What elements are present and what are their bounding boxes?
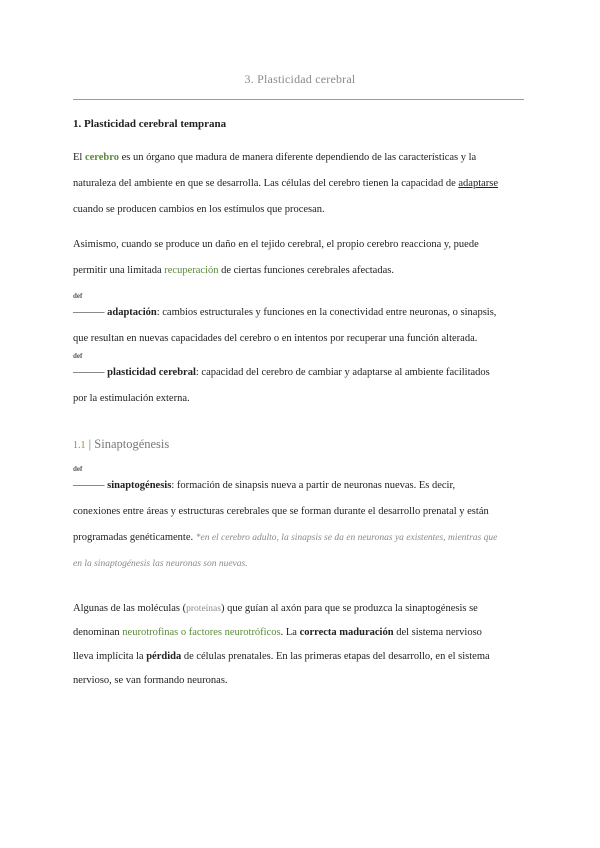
- definition-line: [73, 525, 533, 551]
- subsection-heading: [73, 437, 533, 452]
- subsection-title: [73, 437, 533, 452]
- def-tag: def: [73, 292, 83, 300]
- paragraph-line: [73, 645, 533, 669]
- definition-line: [73, 473, 533, 499]
- paragraph-cerebro: [73, 145, 533, 223]
- paragraph-moleculas: [73, 597, 533, 693]
- term-adaptarse: adaptarse: [458, 178, 499, 189]
- paragraph-line: Asimismo, cuando se produce un daño en el tejido cerebral, el propio cerebro reacciona y, puede: [73, 239, 479, 250]
- subsection-number: 1.1: [73, 440, 86, 451]
- text: de células prenatales. En las primeras etapas del desarrollo, en el sistema: [181, 651, 490, 662]
- text: programadas genéticamente.: [73, 532, 196, 543]
- def-tag: def: [73, 352, 83, 360]
- paragraph-line: [73, 171, 533, 197]
- definition-line: [73, 300, 533, 326]
- text: naturaleza del ambiente en que se desarrolla. Las células del cerebro tienen la capacidad de: [73, 178, 459, 189]
- text: . La: [280, 627, 300, 638]
- paragraph-line: [73, 621, 533, 645]
- subsection-label: Sinaptogénesis: [94, 437, 170, 451]
- text: denominan: [73, 627, 123, 638]
- subsection-separator: |: [85, 437, 95, 451]
- note-italic: *en el cerebro adulto, la sinapsis se da en neuronas ya existentes, mientras que: [195, 533, 498, 543]
- def-dash: ———: [73, 480, 108, 491]
- definition-plasticidad: [73, 352, 533, 412]
- paragraph-line: [73, 145, 533, 171]
- text: lleva implícita la: [73, 651, 147, 662]
- def-tag: def: [73, 465, 83, 473]
- text: : formación de sinapsis nueva a partir de neuronas nuevas. Es decir,: [171, 480, 456, 491]
- text: Algunas de las moléculas (: [73, 603, 187, 614]
- text: es un órgano que madura de manera diferente dependiendo de las características y la: [118, 152, 477, 163]
- header-divider: [73, 99, 524, 100]
- definition-sinaptogenesis: [73, 465, 533, 577]
- def-term: adaptación: [107, 307, 157, 318]
- text: permitir una limitada: [73, 265, 165, 276]
- definition-line: [73, 360, 533, 386]
- term-recuperacion: recuperación: [164, 265, 219, 276]
- text: El: [73, 152, 85, 163]
- paragraph-dano: [73, 232, 533, 284]
- definition-adaptacion: [73, 292, 533, 352]
- paragraph-line: [73, 258, 533, 284]
- text: de ciertas funciones cerebrales afectadas.: [218, 265, 394, 276]
- definition-line: por la estimulación externa.: [73, 393, 190, 404]
- text: : cambios estructurales y funciones en la conectividad entre neuronas, o sinapsis,: [156, 307, 497, 318]
- def-term: sinaptogénesis: [107, 480, 172, 491]
- paragraph-line: [73, 597, 533, 621]
- def-term: plasticidad cerebral: [107, 367, 196, 378]
- text: del sistema nervioso: [393, 627, 482, 638]
- definition-line: conexiones entre áreas y estructuras cerebrales que se forman durante el desarrollo prenatal y están: [73, 506, 489, 517]
- note-italic-line: en la sinaptogénesis las neuronas son nuevas.: [73, 559, 248, 569]
- term-perdida: pérdida: [146, 651, 182, 662]
- definition-line: que resultan en nuevas capacidades del cerebro o en intentos por recuperar una función alterada.: [73, 333, 478, 344]
- term-proteinas: proteínas: [186, 604, 221, 614]
- term-correcta-maduracion: correcta maduración: [299, 627, 394, 638]
- def-dash: ———: [73, 307, 108, 318]
- def-dash: ———: [73, 367, 108, 378]
- term-cerebro: cerebro: [84, 152, 119, 163]
- text: ) que guían al axón para que se produzca la sinaptogénesis se: [220, 603, 478, 614]
- term-neurotrofinas: neurotrofinas o factores neurotróficos: [122, 627, 281, 638]
- page-header-title: 3. Plasticidad cerebral: [244, 72, 356, 86]
- paragraph-line: cuando se producen cambios en los estímulos que procesan.: [73, 204, 325, 215]
- paragraph-line: nervioso, se van formando neuronas.: [73, 675, 228, 686]
- text: : capacidad del cerebro de cambiar y adaptarse al ambiente facilitados: [195, 367, 490, 378]
- heading-plasticidad-temprana: 1. Plasticidad cerebral temprana: [73, 118, 227, 130]
- section-heading: [73, 118, 533, 130]
